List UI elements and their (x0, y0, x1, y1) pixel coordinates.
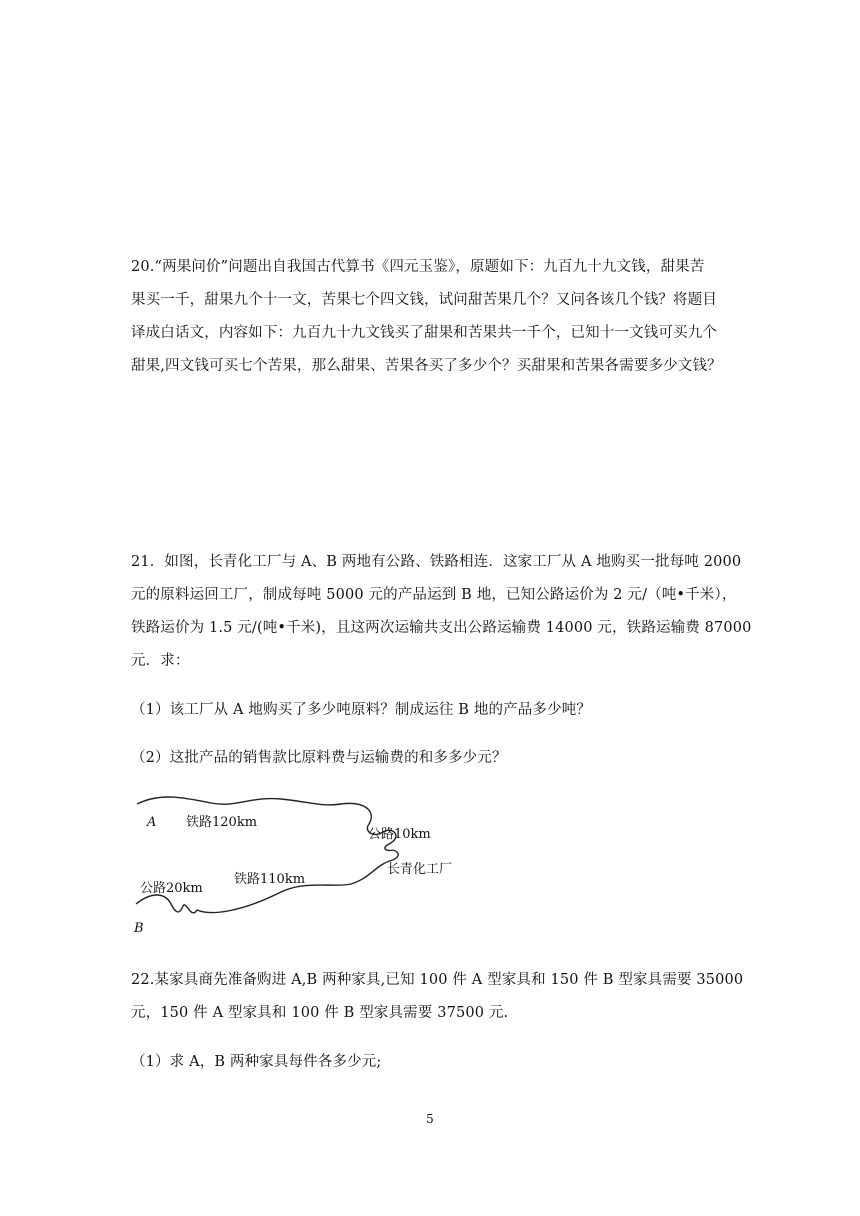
question-20-line-1: 20.“两果问价”问题出自我国古代算书《四元玉鉴》，原题如下：九百九十九文钱，甜果苦 (131, 259, 705, 275)
point-a-label: A (147, 815, 157, 830)
route-diagram (131, 792, 476, 942)
question-21-part-1: （1）该工厂从 A 地购买了多少吨原料？制成运往 B 地的产品多少吨？ (131, 702, 592, 718)
question-21-line-1: 21．如图，长青化工厂与 A、B 两地有公路、铁路相连．这家工厂从 A 地购买一批每吨 2000 (131, 554, 742, 570)
railway-b-label: 铁路110km (234, 872, 306, 887)
point-b-label: B (134, 921, 144, 936)
railway-a-label: 铁路120km (186, 815, 258, 830)
question-21-part-2: （2）这批产品的销售款比原料费与运输费的和多多少元？ (131, 750, 507, 766)
upper-route-line (137, 797, 396, 851)
question-20-line-4: 甜果,四文钱可买七个苦果，那么甜果、苦果各买了多少个？买甜果和苦果各需要多少文钱？ (131, 358, 722, 374)
question-20-line-3: 译成白话文，内容如下：九百九十九文钱买了甜果和苦果共一千个，已知十一文钱可买九个 (131, 325, 717, 341)
question-21-line-3: 铁路运价为 1.5 元/(吨•千米)，且这两次运输共支出公路运输费 14000 元，铁路运输费 87000 (131, 620, 752, 636)
question-22-part-1: （1）求 A，B 两种家具每件各多少元; (131, 1054, 382, 1070)
factory-road-line (393, 850, 398, 860)
road-factory-label: 公路10km (368, 827, 431, 842)
question-21-line-4: 元．求： (131, 653, 190, 669)
question-21-line-2: 元的原料运回工厂，制成每吨 5000 元的产品运到 B 地，已知公路运价为 2 元/（吨•千米）， (131, 587, 737, 603)
page-number: 5 (426, 1112, 434, 1126)
factory-label: 长青化工厂 (387, 862, 453, 877)
question-22-line-2: 元，150 件 A 型家具和 100 件 B 型家具需要 37500 元. (131, 1005, 509, 1021)
question-20-line-2: 果买一千，甜果九个十一文，苦果七个四文钱，试问甜苦果几个？又问各该几个钱？将题目 (131, 292, 717, 308)
road-b-label: 公路20km (140, 881, 203, 896)
question-22-line-1: 22.某家具商先准备购进 A,B 两种家具,已知 100 件 A 型家具和 150 件 B 型家具需要 35000 (131, 972, 744, 988)
